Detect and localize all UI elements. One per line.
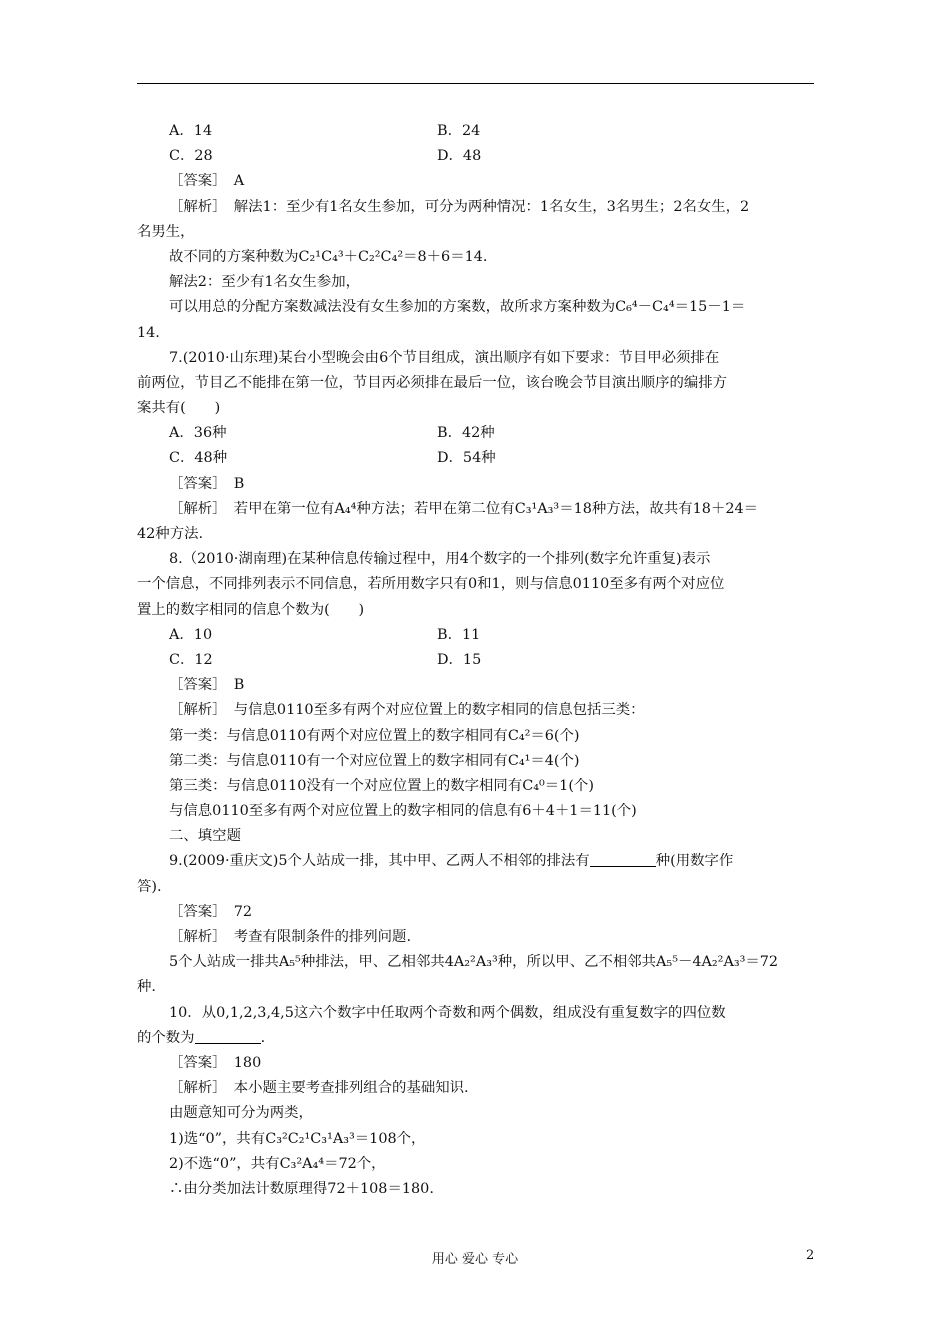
q6-analysis-line: ［解析］ 解法1：至少有1名女生参加，可分为两种情况：1名女生，3名男生；2名女生，2 bbox=[169, 198, 750, 215]
q7-stem-line: 前两位，节目乙不能排在第一位，节目丙必须排在最后一位，该台晚会节目演出顺序的编排方 bbox=[137, 374, 728, 391]
q8-option-b: B．11 bbox=[437, 626, 481, 643]
q8-stem-line: 一个信息，不同排列表示不同信息，若所用数字只有0和1，则与信息0110至多有两个对应位 bbox=[137, 576, 725, 593]
q8-options-row-2 bbox=[137, 648, 815, 673]
q10-analysis-line: 1)选“0”，共有C₃²C₂¹C₃¹A₃³＝108个， bbox=[169, 1130, 426, 1147]
page-body bbox=[137, 119, 815, 1202]
q6-option-d: D．48 bbox=[437, 148, 482, 165]
q6-option-b: B．24 bbox=[437, 123, 481, 139]
q9-stem-line: 答). bbox=[137, 878, 162, 895]
q6-options-row-1 bbox=[137, 119, 815, 144]
q8-options-row-1 bbox=[137, 623, 815, 648]
q7-option-d: D．54种 bbox=[437, 450, 496, 467]
q6-analysis-line: 可以用总的分配方案数减法没有女生参加的方案数，故所求方案种数为C₆⁴－C₄⁴＝15－1＝ bbox=[169, 299, 746, 316]
q6-analysis-line: 名男生， bbox=[137, 223, 195, 240]
q10-stem-text-c: . bbox=[260, 1029, 266, 1046]
q8-option-a: A．10 bbox=[169, 626, 213, 643]
q9-analysis-line: 种. bbox=[137, 979, 156, 996]
q6-options-row-2 bbox=[137, 144, 815, 169]
q10-stem-line: 10．从0,1,2,3,4,5这六个数字中任取两个奇数和两个偶数，组成没有重复数字的四位数 bbox=[169, 1004, 726, 1021]
q10-analysis-line: ［解析］ 本小题主要考查排列组合的基础知识. bbox=[169, 1080, 469, 1097]
q8-analysis-line: 与信息0110至多有两个对应位置上的数字相同的信息有6＋4＋1＝11(个) bbox=[169, 803, 637, 820]
q10-stem-text-b: 的个数为 bbox=[137, 1029, 195, 1046]
q9-stem-line bbox=[137, 849, 815, 874]
q10-stem-line bbox=[137, 1026, 815, 1051]
q9-analysis-line: 5个人站成一排共A₅⁵种排法，甲、乙相邻共4A₂²A₃³种，所以甲、乙不相邻共A₅⁵－4A₂²A₃³＝72 bbox=[169, 954, 779, 971]
q10-analysis-line: 由题意知可分为两类， bbox=[169, 1105, 313, 1122]
q8-stem-line: 置上的数字相同的信息个数为( ) bbox=[137, 601, 365, 618]
q9-blank bbox=[590, 850, 656, 867]
q9-stem-text-b: 种(用数字作 bbox=[655, 853, 734, 870]
q7-analysis-line: ［解析］ 若甲在第一位有A₄⁴种方法；若甲在第二位有C₃¹A₃³＝18种方法，故共有18＋24＝ bbox=[169, 500, 759, 517]
q8-answer: ［答案］ B bbox=[169, 677, 245, 694]
q7-options-row-1 bbox=[137, 421, 815, 446]
section-title: 二、填空题 bbox=[169, 828, 241, 845]
q6-option-c: C．28 bbox=[169, 148, 213, 165]
q9-analysis-line: ［解析］ 考查有限制条件的排列问题. bbox=[169, 929, 412, 945]
q9-answer: ［答案］ 72 bbox=[169, 903, 253, 920]
footer-motto: 用心 爱心 专心 bbox=[431, 1252, 519, 1267]
q8-option-d: D．15 bbox=[437, 651, 482, 668]
q7-stem-line: 7.(2010·山东理)某台小型晚会由6个节目组成，演出顺序有如下要求：节目甲必须排在 bbox=[169, 349, 720, 366]
q7-option-c: C．48种 bbox=[169, 450, 228, 467]
q7-answer: ［答案］ B bbox=[169, 475, 245, 492]
q10-analysis-line: ∴由分类加法计数原理得72＋108＝180. bbox=[169, 1180, 434, 1197]
q6-analysis-line: 14. bbox=[137, 324, 160, 341]
q10-analysis-line: 2)不选“0”，共有C₃²A₄⁴＝72个， bbox=[169, 1155, 386, 1172]
q8-analysis-line: ［解析］ 与信息0110至多有两个对应位置上的数字相同的信息包括三类： bbox=[169, 702, 645, 719]
q8-analysis-line: 第二类：与信息0110有一个对应位置上的数字相同有C₄¹＝4(个) bbox=[169, 752, 580, 769]
header-rule bbox=[137, 83, 814, 84]
q7-option-a: A．36种 bbox=[169, 425, 227, 442]
q6-analysis-line: 解法2：至少有1名女生参加， bbox=[169, 274, 360, 291]
q7-option-b: B．42种 bbox=[437, 425, 495, 442]
q9-stem-text-a: 9.(2009·重庆文)5个人站成一排，其中甲、乙两人不相邻的排法有 bbox=[169, 853, 590, 870]
q6-option-a: A．14 bbox=[169, 123, 213, 139]
q8-stem-line: 8.（2010·湖南理)在某种信息传输过程中，用4个数字的一个排列(数字允许重复)表示 bbox=[169, 551, 711, 568]
q8-analysis-line: 第一类：与信息0110有两个对应位置上的数字相同有C₄²＝6(个) bbox=[169, 727, 580, 744]
q10-answer: ［答案］ 180 bbox=[169, 1054, 262, 1071]
q7-analysis-line: 42种方法. bbox=[137, 526, 204, 542]
q7-stem-line: 案共有( ) bbox=[137, 400, 221, 417]
q6-analysis-line: 故不同的方案种数为C₂¹C₄³＋C₂²C₄²＝8＋6＝14. bbox=[169, 248, 488, 265]
q10-blank bbox=[195, 1027, 261, 1044]
q8-option-c: C．12 bbox=[169, 651, 213, 668]
q6-answer: ［答案］ A bbox=[169, 173, 245, 190]
q7-options-row-2 bbox=[137, 446, 815, 471]
q8-analysis-line: 第三类：与信息0110没有一个对应位置上的数字相同有C₄⁰＝1(个) bbox=[169, 777, 594, 794]
page-number: 2 bbox=[806, 1248, 815, 1263]
